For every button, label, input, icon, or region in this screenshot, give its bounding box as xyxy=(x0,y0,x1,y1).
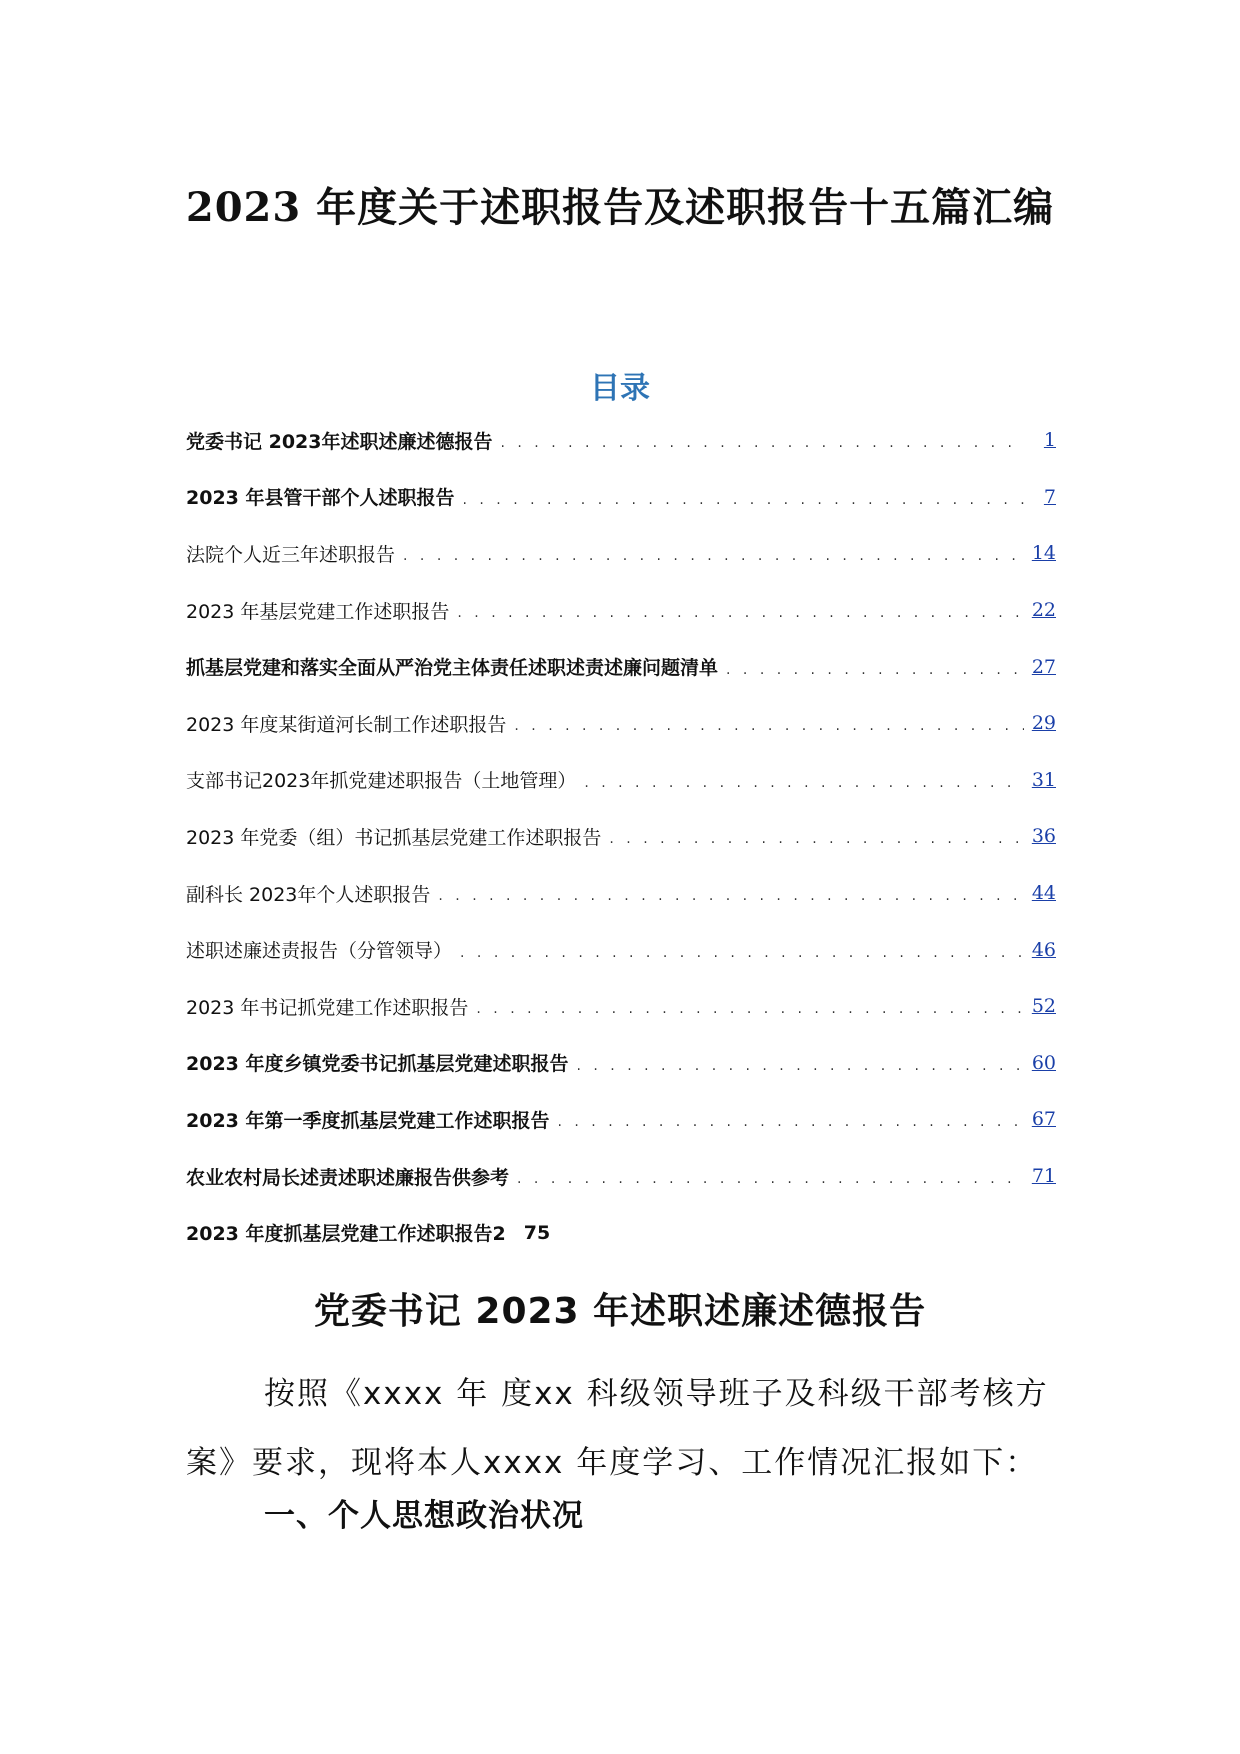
toc-entry-title: 2023 年县管干部个人述职报告 xyxy=(186,487,455,510)
document-title: 2023 年度关于述职报告及述职报告十五篇汇编 xyxy=(185,184,1055,231)
toc-leader-dots xyxy=(403,543,1024,563)
toc-page-link[interactable]: 60 xyxy=(1031,1051,1056,1074)
toc-entry-title: 2023 年度抓基层党建工作述职报告2 xyxy=(186,1223,506,1246)
toc-leader-dots xyxy=(726,657,1024,677)
toc-entry-title: 支部书记2023年抓党建述职报告（土地管理） xyxy=(186,770,577,793)
toc-page-link[interactable]: 36 xyxy=(1031,825,1056,848)
toc-leader-dots xyxy=(460,940,1024,960)
toc-page-link[interactable]: 29 xyxy=(1031,712,1056,735)
body-paragraph: 按照《xxxx 年 度xx 科级领导班子及科级干部考核方案》要求，现将本人xxxx 年度学习、工作情况汇报如下： xyxy=(186,1376,1049,1481)
toc-entry-title: 党委书记 2023年述职述廉述德报告 xyxy=(186,430,493,453)
toc-leader-dots xyxy=(514,713,1023,733)
toc-leader-dots xyxy=(438,883,1023,903)
toc-entry-title: 抓基层党建和落实全面从严治党主体责任述职述责述廉问题清单 xyxy=(186,657,719,680)
toc-leader-dots xyxy=(463,487,1025,507)
toc-entry[interactable] xyxy=(186,638,1056,695)
toc-entry[interactable] xyxy=(186,808,1056,865)
toc-page-link[interactable]: 46 xyxy=(1031,938,1056,961)
toc-entry[interactable] xyxy=(186,412,1056,469)
toc-page-link[interactable]: 27 xyxy=(1031,655,1056,678)
toc-page-link[interactable]: 1 xyxy=(1043,429,1056,452)
toc-entry[interactable] xyxy=(186,865,1056,922)
section-subheading: 一、个人思想政治状况 xyxy=(264,1498,584,1534)
toc-entry-title: 2023 年党委（组）书记抓基层党建工作述职报告 xyxy=(186,826,602,849)
toc-page-number: 75 xyxy=(523,1221,551,1244)
toc-entry-title: 2023 年度乡镇党委书记抓基层党建述职报告 xyxy=(186,1053,569,1076)
toc-page-link[interactable]: 44 xyxy=(1031,882,1056,905)
toc-page-link[interactable]: 67 xyxy=(1031,1108,1056,1131)
toc-entry-title: 2023 年基层党建工作述职报告 xyxy=(186,600,450,623)
toc-leader-dots xyxy=(584,770,1023,790)
toc-entry-title: 农业农村局长述责述职述廉报告供参考 xyxy=(186,1166,510,1189)
toc-entry[interactable] xyxy=(186,1204,1056,1261)
toc-leader-dots xyxy=(517,1166,1024,1186)
toc-page-link[interactable]: 52 xyxy=(1031,995,1056,1018)
toc-leader-dots xyxy=(457,600,1023,620)
toc-entry[interactable] xyxy=(186,525,1056,582)
toc-leader-dots xyxy=(476,996,1023,1016)
toc-leader-dots xyxy=(577,1053,1024,1073)
toc-entry[interactable] xyxy=(186,582,1056,639)
toc-leader-dots xyxy=(558,1109,1024,1129)
toc-entry-title: 2023 年度某街道河长制工作述职报告 xyxy=(186,713,507,736)
toc-page-link[interactable]: 31 xyxy=(1031,768,1056,791)
toc-entry[interactable] xyxy=(186,1035,1056,1092)
toc-leader-dots xyxy=(501,430,1025,450)
toc-entry-title: 述职述廉述责报告（分管领导） xyxy=(186,940,453,963)
section-title: 党委书记 2023 年述职述廉述德报告 xyxy=(313,1291,927,1332)
toc-entry[interactable] xyxy=(186,695,1056,752)
toc-page-link[interactable]: 22 xyxy=(1031,599,1056,622)
toc-leader-dots xyxy=(609,826,1023,846)
toc-entry[interactable] xyxy=(186,1091,1056,1148)
toc-entry[interactable] xyxy=(186,752,1056,809)
toc-entry[interactable] xyxy=(186,469,1056,526)
toc-entry[interactable] xyxy=(186,1148,1056,1205)
toc-entry-title: 2023 年书记抓党建工作述职报告 xyxy=(186,996,469,1019)
toc-entry[interactable] xyxy=(186,921,1056,978)
toc-entry[interactable] xyxy=(186,978,1056,1035)
toc-page-link[interactable]: 7 xyxy=(1043,485,1056,508)
toc-heading: 目录 xyxy=(590,371,650,406)
toc-page-link[interactable]: 71 xyxy=(1031,1165,1056,1188)
toc-entry-title: 法院个人近三年述职报告 xyxy=(186,543,396,566)
toc-entry-title: 副科长 2023年个人述职报告 xyxy=(186,883,431,906)
table-of-contents xyxy=(186,412,1056,1261)
toc-entry-title: 2023 年第一季度抓基层党建工作述职报告 xyxy=(186,1109,550,1132)
toc-page-link[interactable]: 14 xyxy=(1031,542,1056,565)
